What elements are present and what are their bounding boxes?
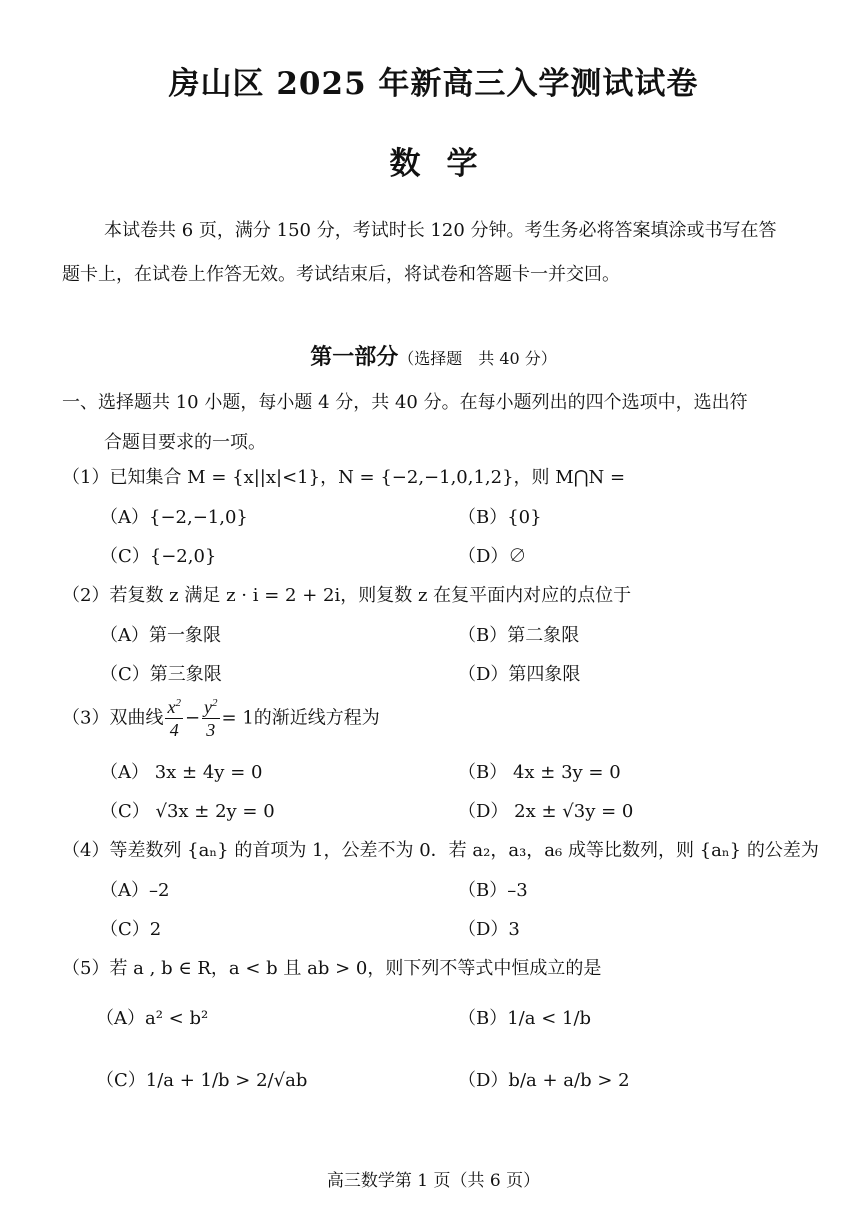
q2-option-a: （A）第一象限 bbox=[100, 625, 221, 646]
question-text: 若复数 z 满足 z · i = 2 + 2i，则复数 z 在复平面内对应的点位于 bbox=[109, 585, 632, 606]
section-instruction-1: 一、选择题共 10 小题，每小题 4 分，共 40 分。在每小题列出的四个选项中，选出符 bbox=[62, 392, 748, 413]
intro-line-1: 本试卷共 6 页，满分 150 分，考试时长 120 分钟。考生务必将答案填涂或书写在答 bbox=[104, 220, 777, 241]
q3-option-c: （C） √3x ± 2y = 0 bbox=[100, 801, 275, 822]
part-note: （选择题 共 40 分） bbox=[398, 349, 557, 368]
question-number: （2） bbox=[62, 585, 110, 606]
q4-option-d: （D）3 bbox=[458, 919, 520, 940]
q4-option-a: （A）–2 bbox=[100, 880, 170, 901]
question-2 bbox=[62, 581, 631, 607]
question-text: 已知集合 M = {x||x|<1}，N = {−2,−1,0,1,2}，则 M⋂N = bbox=[109, 467, 626, 488]
question-text-pre: 双曲线 bbox=[109, 707, 164, 729]
q3-option-b: （B） 4x ± 3y = 0 bbox=[458, 762, 621, 783]
intro-line-2: 题卡上，在试卷上作答无效。考试结束后，将试卷和答题卡一并交回。 bbox=[62, 264, 620, 285]
q3-option-d: （D） 2x ± √3y = 0 bbox=[458, 801, 634, 822]
q1-option-c: （C）{−2,0} bbox=[100, 546, 217, 567]
fraction-x2-over-4: $\frac{x^2}{4}$ bbox=[167, 697, 181, 740]
fraction-y2-over-3: $\frac{y^2}{3}$ bbox=[204, 697, 218, 740]
q2-option-b: （B）第二象限 bbox=[458, 625, 580, 646]
question-number: （4） bbox=[62, 840, 110, 861]
q1-option-b: （B）{0} bbox=[458, 507, 542, 528]
question-number: （1） bbox=[62, 467, 110, 488]
section-instruction-2: 合题目要求的一项。 bbox=[104, 432, 266, 453]
subject-title: 数学 bbox=[389, 146, 504, 182]
question-5 bbox=[62, 954, 601, 980]
q3-option-a: （A） 3x ± 4y = 0 bbox=[100, 762, 263, 783]
question-text: 若 a , b ∈ R，a < b 且 ab > 0，则下列不等式中恒成立的是 bbox=[109, 958, 602, 979]
question-number: （5） bbox=[62, 958, 110, 979]
question-number: （3） bbox=[62, 707, 110, 729]
question-text: 等差数列 {aₙ} 的首项为 1，公差不为 0．若 a₂，a₃，a₆ 成等比数列，则 {aₙ} 的公差为 bbox=[109, 840, 819, 861]
q1-option-d: （D）∅ bbox=[458, 546, 527, 567]
q5-option-d: （D）b/a + a/b > 2 bbox=[458, 1070, 630, 1091]
question-4 bbox=[62, 836, 819, 862]
q1-option-a: （A）{−2,−1,0} bbox=[100, 507, 248, 528]
page-footer: 高三数学第 1 页（共 6 页） bbox=[326, 1171, 541, 1191]
q5-option-c: （C）1/a + 1/b > 2/√ab bbox=[96, 1070, 308, 1091]
q2-option-c: （C）第三象限 bbox=[100, 664, 222, 685]
part-title: 第一部分 bbox=[310, 344, 399, 370]
exam-title: 房山区 2025 年新高三入学测试试卷 bbox=[168, 66, 699, 102]
question-1 bbox=[62, 463, 625, 489]
question-text-post: = 1的渐近线方程为 bbox=[221, 707, 380, 729]
q5-option-a: （A）a² < b² bbox=[96, 1008, 209, 1029]
q4-option-c: （C）2 bbox=[100, 919, 162, 940]
part-heading bbox=[0, 340, 867, 371]
question-3: （3）双曲线 $\frac{x^2}{4}$ − $\frac{y^2}{3}$ = 1的渐近线方程为 bbox=[62, 697, 380, 740]
q2-option-d: （D）第四象限 bbox=[458, 664, 581, 685]
q4-option-b: （B）–3 bbox=[458, 880, 528, 901]
q5-option-b: （B）1/a < 1/b bbox=[458, 1008, 592, 1029]
